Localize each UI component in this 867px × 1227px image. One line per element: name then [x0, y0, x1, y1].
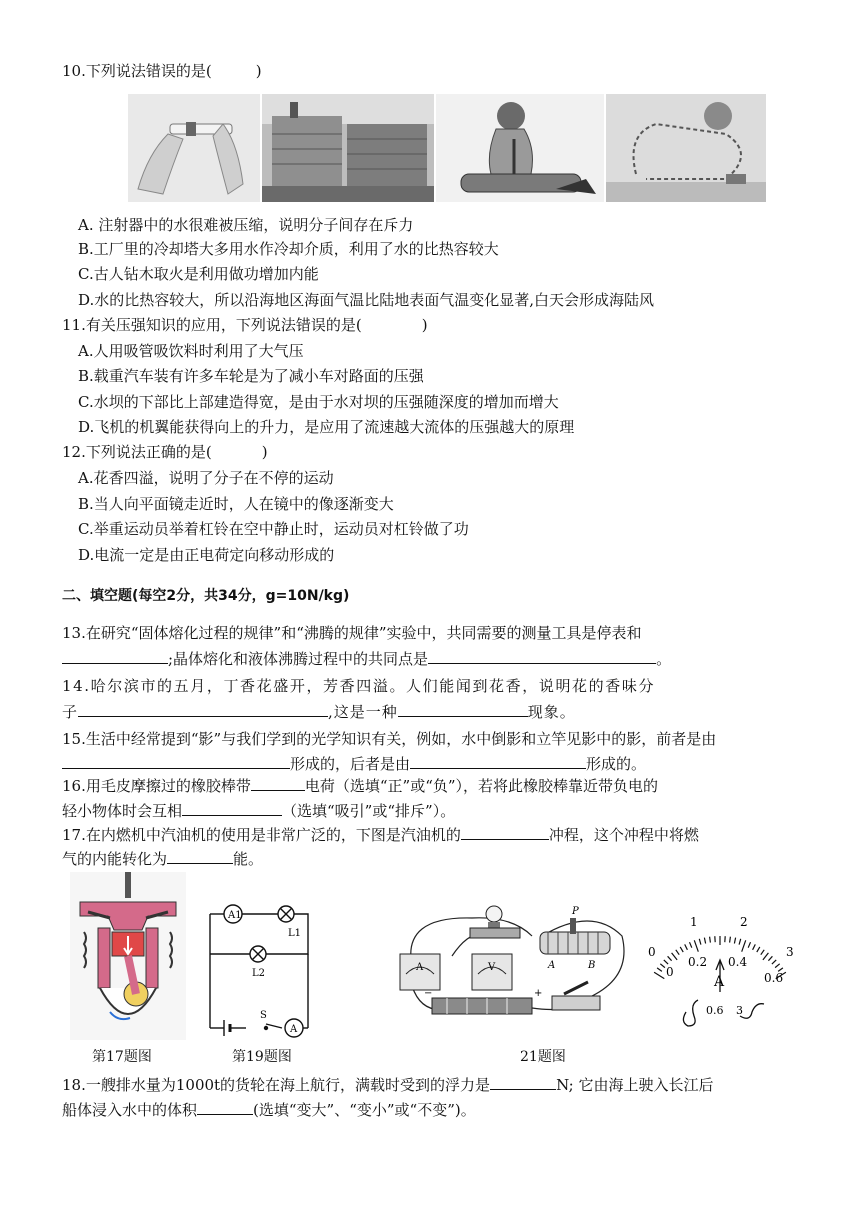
q18-blank-2[interactable] — [197, 1100, 253, 1115]
q16-blank-2[interactable] — [182, 801, 282, 816]
q17-line2: 气的内能转化为 能。 — [62, 850, 264, 868]
scale-tick — [772, 960, 776, 964]
scale-bottom-0-4: 0.4 — [728, 955, 748, 969]
scale-tick — [761, 950, 764, 955]
q11-stem: 11.有关压强知识的应用，下列说法错误的是( ) — [62, 316, 428, 334]
q14-line1: 14.哈尔滨市的五月，丁香花盛开，芳香四溢。人们能闻到花香，说明花的香味分 — [62, 677, 656, 695]
caption-fig19: 第19题图 — [232, 1049, 292, 1065]
q12-option-b: B.当人向平面镜走近时，人在镜中的像逐渐变大 — [78, 495, 394, 513]
apparatus-figure — [392, 896, 632, 1032]
scale-top-1: 1 — [690, 915, 698, 929]
scale-tick — [664, 960, 668, 964]
battery-minus: − — [424, 988, 433, 999]
circuit-label-s: S — [260, 1010, 267, 1021]
scale-tick — [748, 942, 750, 948]
scale-tick — [660, 964, 665, 968]
scale-tick — [704, 938, 705, 944]
sea-breeze-diagram — [606, 94, 766, 202]
scale-tick — [657, 968, 662, 972]
q18-line2: 船体浸入水中的体积 (选填“变大”、“变小”或“不变”)。 — [62, 1101, 476, 1119]
rheostat-label-b: B — [588, 960, 596, 971]
terminal-0-6: 0.6 — [706, 1004, 724, 1017]
scale-tick — [757, 947, 760, 952]
scale-tick — [676, 950, 679, 955]
q12-option-c: C.举重运动员举着杠铃在空中静止时，运动员对杠铃做了功 — [78, 520, 469, 538]
syringe-photo — [128, 94, 260, 202]
q15-line1: 15.生活中经常提到“影”与我们学到的光学知识有关，例如，水中倒影和立竿见影中的影，前者是由 — [62, 730, 717, 748]
q16-blank-1[interactable] — [251, 776, 305, 791]
circuit-label-a1: A1 — [228, 910, 242, 921]
q14-blank-2[interactable] — [398, 702, 528, 717]
q17-line1: 17.在内燃机中汽油机的使用是非常广泛的，下图是汽油机的 冲程，这个冲程中将燃 — [62, 826, 699, 844]
scale-tick — [690, 942, 692, 948]
scale-tick — [768, 956, 772, 960]
rheostat-label-a: A — [548, 960, 556, 971]
engine-figure — [70, 872, 186, 1040]
scale-tick — [710, 937, 711, 943]
scale-tick — [680, 947, 683, 952]
cooling-tower-photo — [262, 94, 434, 202]
meter-unit: A — [714, 974, 725, 990]
scale-tick — [668, 956, 672, 960]
q10-option-d: D.水的比热容较大，所以沿海地区海面气温比陆地表面气温变化显著,白天会形成海陆风 — [78, 291, 655, 309]
q11-option-a: A.人用吸管吸饮料时利用了大气压 — [78, 342, 304, 360]
q11-option-b: B.载重汽车装有许多车轮是为了减小车对路面的压强 — [78, 367, 424, 385]
drilling-wood-photo — [436, 94, 604, 202]
caption-fig17: 第17题图 — [92, 1049, 152, 1065]
circuit-label-a: A — [290, 1024, 298, 1035]
q17-blank-2[interactable] — [167, 849, 233, 864]
q15-blank-1[interactable] — [62, 754, 290, 769]
q16-line1: 16.用毛皮摩擦过的橡胶棒带 电荷（选填“正”或“负”），若将此橡胶棒靠近带负电的 — [62, 777, 659, 795]
scale-bottom-0-2: 0.2 — [688, 955, 708, 969]
scale-top-2: 2 — [740, 915, 748, 929]
q16-line2: 轻小物体时会互相 （选填“吸引”或“排斥”）。 — [62, 802, 456, 820]
scale-tick — [753, 944, 756, 949]
circuit-label-l2: L2 — [252, 968, 266, 979]
q14-line2: 子 ,这是一种 现象。 — [62, 703, 576, 721]
q10-stem: 10.下列说法错误的是( ) — [62, 62, 262, 80]
circuit-figure — [190, 896, 330, 1042]
section-2-title: 二、填空题(每空2分，共34分，g=10N/kg) — [62, 588, 350, 604]
scale-tick — [775, 964, 780, 968]
ammeter-scale-figure — [640, 904, 800, 1034]
scale-tick — [672, 953, 678, 960]
scale-tick — [685, 944, 688, 949]
terminal-3: 3 — [736, 1004, 743, 1017]
q13-blank-2[interactable] — [428, 649, 656, 664]
battery-plus: + — [534, 988, 543, 999]
q10-option-c: C.古人钻木取火是利用做功增加内能 — [78, 265, 319, 283]
scale-top-0: 0 — [648, 945, 656, 959]
q15-blank-2[interactable] — [410, 754, 586, 769]
q18-blank-1[interactable] — [490, 1075, 556, 1090]
ammeter-label: A — [416, 962, 424, 973]
scale-tick — [699, 939, 701, 945]
q10-option-b: B.工厂里的冷却塔大多用水作冷却介质，利用了水的比热容较大 — [78, 240, 499, 258]
q14-blank-1[interactable] — [78, 702, 328, 717]
scale-tick — [694, 940, 698, 951]
q13-line2: ;晶体熔化和液体沸腾过程中的共同点是 。 — [62, 648, 671, 670]
q12-stem: 12.下列说法正确的是( ) — [62, 443, 268, 461]
rheostat-label-p: P — [572, 906, 579, 917]
q11-option-d: D.飞机的机翼能获得向上的升力，是应用了流速越大流体的压强越大的原理 — [78, 418, 575, 436]
scale-bottom-0-6: 0.6 — [764, 971, 784, 985]
scale-bottom-0: 0 — [666, 965, 674, 979]
voltmeter-label: V — [488, 962, 496, 973]
q17-blank-1[interactable] — [461, 825, 549, 840]
scale-tick — [742, 940, 746, 951]
scale-top-3: 3 — [786, 945, 794, 959]
scale-tick — [730, 937, 731, 943]
q15-line2: 形成的，后者是由 形成的。 — [62, 753, 646, 775]
scale-tick — [763, 953, 769, 960]
q12-option-a: A.花香四溢，说明了分子在不停的运动 — [78, 469, 334, 487]
q13-blank-1[interactable] — [62, 649, 168, 664]
scale-tick — [739, 939, 741, 945]
q18-line1: 18.一艘排水量为1000t的货轮在海上航行，满载时受到的浮力是 N; 它由海上驶入长江后 — [62, 1076, 714, 1094]
q13-line1: 13.在研究“固体熔化过程的规律”和“沸腾的规律”实验中，共同需要的测量工具是停表和 — [62, 624, 642, 642]
scale-tick — [654, 972, 664, 978]
circuit-label-l1: L1 — [288, 928, 302, 939]
q11-option-c: C.水坝的下部比上部建造得宽，是由于水对坝的压强随深度的增加而增大 — [78, 393, 559, 411]
q12-option-d: D.电流一定是由正电荷定向移动形成的 — [78, 546, 335, 564]
q10-option-a: A. 注射器中的水很难被压缩，说明分子间存在斥力 — [78, 216, 414, 234]
scale-tick — [734, 938, 735, 944]
caption-fig21: 21题图 — [520, 1049, 566, 1065]
